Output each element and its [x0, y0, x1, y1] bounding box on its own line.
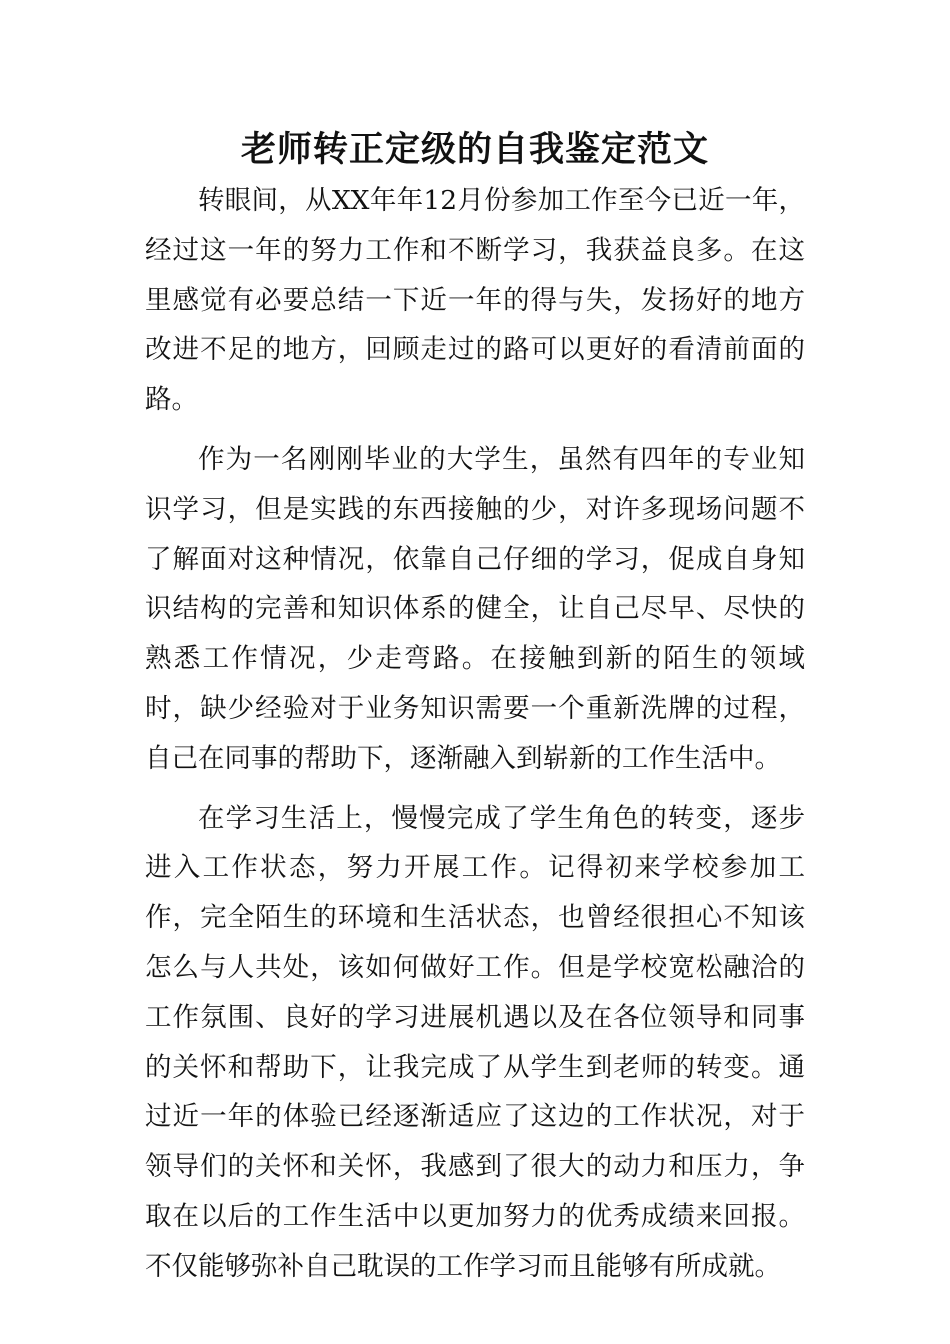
document-body	[145, 176, 805, 1302]
paragraph-1: 转眼间，从XX年年12月份参加工作至今已近一年，经过这一年的努力工作和不断学习，我获益良多。在这里感觉有必要总结一下近一年的得与失，发扬好的地方改进不足的地方，回顾走过的路可以更好的看清前面的路。	[145, 185, 805, 416]
document-title: 老师转正定级的自我鉴定范文	[240, 130, 709, 170]
paragraph-2: 作为一名刚刚毕业的大学生，虽然有四年的专业知识学习，但是实践的东西接触的少，对许多现场问题不了解面对这种情况，依靠自己仔细的学习，促成自身知识结构的完善和知识体系的健全，让自己尽早、尽快的熟悉工作情况，少走弯路。在接触到新的陌生的领域时，缺少经验对于业务知识需要一个重新洗牌的过程，自己在同事的帮助下，逐渐融入到崭新的工作生活中。	[145, 443, 805, 774]
paragraph-3: 在学习生活上，慢慢完成了学生角色的转变，逐步进入工作状态，努力开展工作。记得初来学校参加工作，完全陌生的环境和生活状态，也曾经很担心不知该怎么与人共处，该如何做好工作。但是学校宽松融洽的工作氛围、良好的学习进展机遇以及在各位领导和同事的关怀和帮助下，让我完成了从学生到老师的转变。通过近一年的体验已经逐渐适应了这边的工作状况，对于领导们的关怀和关怀，我感到了很大的动力和压力，争取在以后的工作生活中以更加努力的优秀成绩来回报。不仅能够弥补自己耽误的工作学习而且能够有所成就。	[145, 802, 805, 1282]
